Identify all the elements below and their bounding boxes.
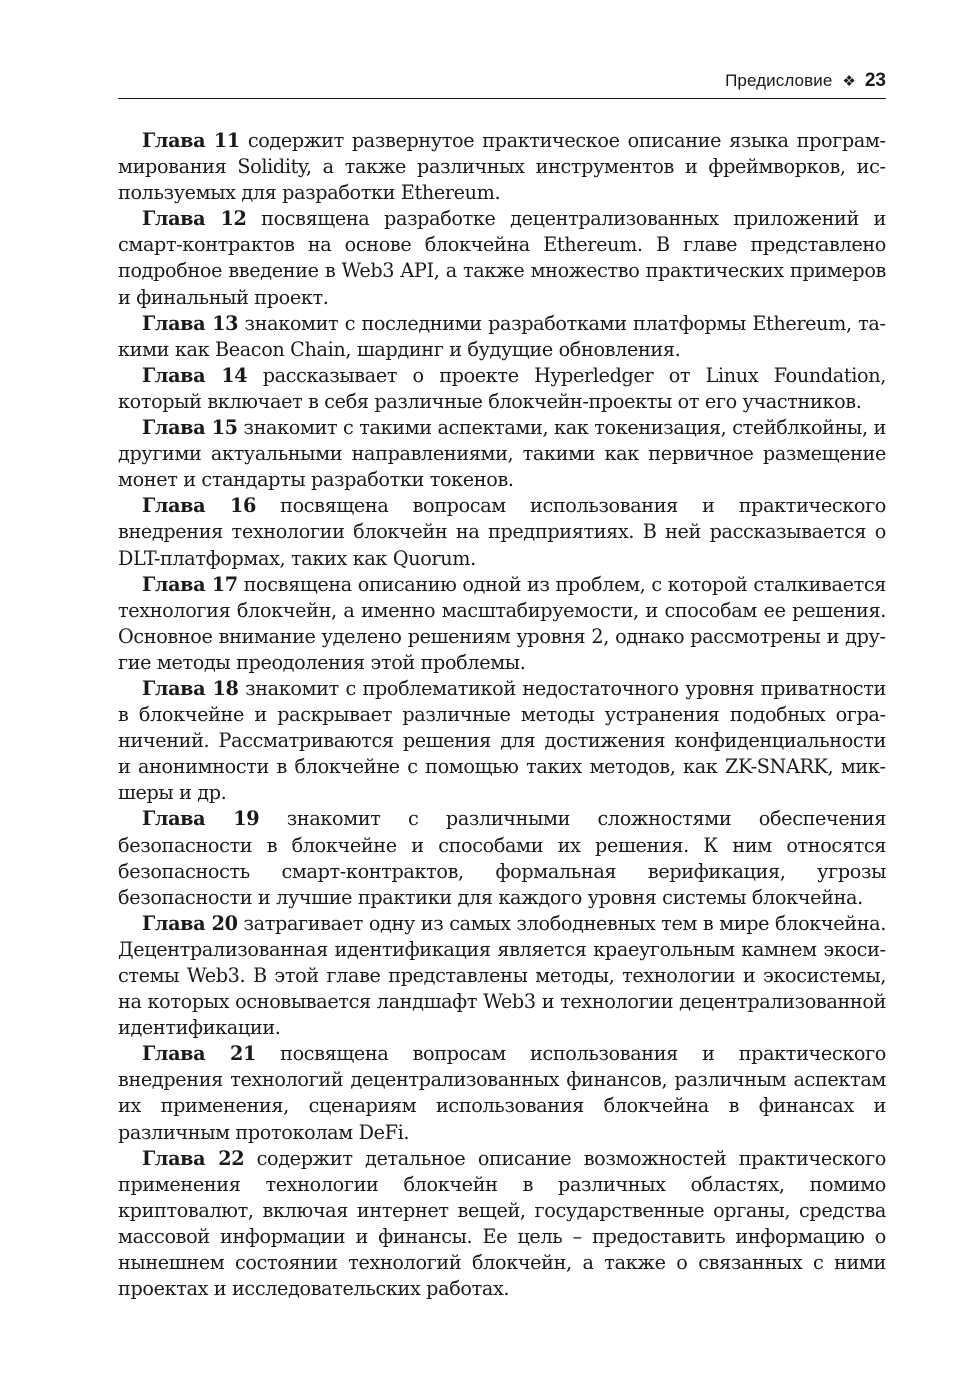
paragraph-chapter-12 [118,206,886,310]
chapter-label: Глава 12 [142,207,247,231]
paragraph-chapter-19 [118,806,886,910]
paragraph-chapter-11 [118,128,886,206]
chapter-label: Глава 20 [142,911,238,935]
chapter-label: Глава 14 [142,363,248,387]
paragraph-chapter-13 [118,311,886,363]
paragraph-text: знакомит с проблематикой недостаточного уровня приватности в блокчейне и раскрывает различные методы устранения подобных ограничений. Рассматриваются решения для достижения конфиденциальности и анонимности в блокчейне с помощью таких методов, как ZK-SNARK, микшеры и др. [118,676,886,805]
body-text [118,128,886,1302]
paragraph-text: знакомит с последними разработками платформы Ethereum, такими как Beacon Chain, шардинг и будущие обновления. [118,311,886,361]
paragraph-chapter-17 [118,572,886,676]
chapter-label: Глава 18 [142,676,239,700]
chapter-label: Глава 21 [142,1042,256,1066]
paragraph-chapter-16 [118,493,886,571]
chapter-label: Глава 19 [142,807,260,831]
paragraph-text: посвящена разработке децентрализованных приложений и смарт-контрактов на основе блокчейна Ethereum. В главе представлено подробное введение в Web3 API, а также множество практических примеров и финальный проект. [118,207,886,309]
header-rule [118,98,886,99]
chapter-label: Глава 13 [142,311,239,335]
paragraph-text: содержит детальное описание возможностей практического применения технологии блокчейн в различных областях, помимо криптовалют, включая интернет вещей, государственные органы, средства массовой информации и финансы. Ее цель – предоставить информацию о нынешнем состоянии технологий блокчейн, а также о связанных с ними проектах и исследовательских работах. [118,1146,886,1301]
paragraph-text: посвящена вопросам использования и практического внедрения технологий децентрализованных финансов, различным аспектам их применения, сценариям использования блокчейна в финансах и различным протоколам DeFi. [118,1042,886,1144]
paragraph-chapter-20 [118,911,886,1041]
chapter-label: Глава 16 [142,494,256,518]
paragraph-text: посвящена вопросам использования и практического внедрения технологии блокчейн на предприятиях. В ней рассказывается о DLT-платформах, таких как Quorum. [118,494,886,570]
chapter-label: Глава 17 [142,572,238,596]
section-title: Предисловие [725,71,833,90]
paragraph-text: содержит развернутое практическое описание языка программирования Solidity, а также различных инструментов и фреймворков, используемых для разработки Ethereum. [118,129,886,205]
paragraph-chapter-18 [118,676,886,806]
paragraph-chapter-22 [118,1146,886,1303]
chapter-label: Глава 22 [142,1146,245,1170]
paragraph-text: рассказывает о проекте Hyperledger от Linux Foundation, который включает в себя различные блокчейн-проекты от его участников. [118,363,886,413]
paragraph-text: знакомит с различными сложностями обеспечения безопасности в блокчейне и способами их решения. К ним относятся безопасность смарт-контрактов, формальная верификация, угрозы безопасности и лучшие практики для каждого уровня системы блокчейна. [118,807,887,909]
paragraph-chapter-15 [118,415,886,493]
chapter-label: Глава 11 [142,129,240,152]
paragraph-text: знакомит с такими аспектами, как токенизация, стейблкойны, и другими актуальными направлениями, такими как первичное размещение монет и стандарты разработки токенов. [118,416,886,492]
paragraph-chapter-21 [118,1041,886,1145]
paragraph-chapter-14 [118,363,886,415]
paragraph-text: посвящена описанию одной из проблем, с которой сталкивается технология блокчейн, а именно масштабируемости, и способам ее решения. Основное внимание уделено решениям уровня 2, однако рассмотрены и другие методы преодоления этой проблемы. [118,572,886,674]
running-header [118,70,886,96]
page-number: 23 [864,70,886,91]
ornament-icon: ❖ [842,73,856,90]
paragraph-text: затрагивает одну из самых злободневных тем в мире блокчейна. Децентрализованная идентификация является краеугольным камнем экосистемы Web3. В этой главе представлены методы, технологии и экосистемы, на которых основывается ландшафт Web3 и технологии децентрализованной идентификации. [118,911,886,1040]
chapter-label: Глава 15 [142,416,238,440]
